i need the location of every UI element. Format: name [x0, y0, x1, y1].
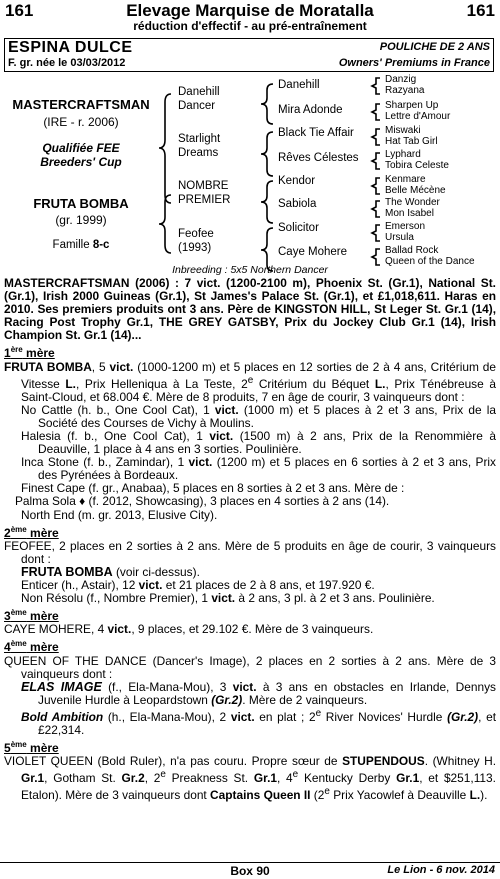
g3-item: Caye Mohere	[278, 246, 348, 258]
produce-entry: Finest Cape (f. gr., Anabaa), 5 places en 8 sorties à 2 et 3 ans. Mère de :	[21, 481, 405, 496]
group-mark: Gr.1	[21, 771, 45, 786]
group-mark: Gr.2	[121, 771, 145, 786]
listed-mark: L.	[374, 376, 386, 391]
produce-name: Captains Queen II	[210, 788, 311, 803]
g4-pair	[385, 197, 440, 219]
produce-name: Bold Ambition	[21, 709, 104, 724]
relative-name: STUPENDOUS	[342, 754, 425, 769]
section-sup: ème	[10, 608, 27, 618]
text: , 9 places, et 29.102 €. Mère de 3 vainqueurs.	[131, 622, 374, 637]
text: No Cattle (h. b., One Cool Cat), 1	[21, 402, 215, 417]
section-heading-1	[4, 343, 496, 360]
text: . (Whitney H.	[424, 754, 496, 769]
group-mark: Gr.1	[253, 771, 277, 786]
g3-item: Sabiola	[278, 198, 317, 210]
page-title: Elevage Marquise de Moratalla	[126, 1, 374, 20]
text: (h., Ela-Mana-Mou), 2	[103, 709, 231, 724]
g4-line: Miswaki	[385, 125, 421, 136]
text: , Prix Ténébreuse à Saint-Cloud, et 68.004 €. Mère de 8 produits, 7 en âge de courir, 3 vainqueurs dont :	[21, 376, 496, 404]
g4-pair	[385, 100, 450, 122]
sire-note-1: Qualifiée FEE	[42, 141, 120, 155]
vict: vict.	[209, 429, 234, 443]
g4-line: Queen of the Dance	[385, 256, 475, 267]
section-sup: ème	[10, 639, 27, 649]
section-label: mère	[26, 525, 59, 540]
pedigree-table	[0, 72, 500, 277]
g4-line: Danzig	[385, 74, 417, 85]
sup: e	[160, 769, 166, 781]
section-num: 1	[4, 346, 11, 361]
section-heading-5	[4, 738, 496, 755]
produce-entry	[4, 430, 496, 456]
text: en plat ; 2	[254, 709, 316, 724]
g3-item: Solicitor	[278, 222, 319, 234]
g2-dam-sire	[178, 179, 230, 207]
g2-sire-dam	[178, 132, 220, 160]
family-label: Famille	[52, 239, 90, 251]
vict: vict.	[109, 359, 134, 374]
g4-line: Kenmare	[385, 174, 426, 185]
text: , 5	[91, 359, 110, 374]
section-heading-4	[4, 637, 496, 654]
g4-line: Sharpen Up	[385, 100, 439, 111]
g3-item: Black Tie Affair	[278, 127, 354, 139]
dam-1-name: FRUTA BOMBA	[4, 359, 92, 374]
text: , 4	[277, 771, 293, 786]
page-number-right: 161	[466, 1, 495, 20]
text: Inca Stone (f. b., Zamindar), 1	[21, 455, 189, 470]
dam-1-entry	[4, 361, 496, 404]
sire-detail: (IRE - r. 2006)	[43, 115, 119, 129]
dam-2-entry: FEOFEE, 2 places en 2 sorties à 2 ans. Mère de 5 produits en âge de courir, 3 vainqueurs dont :	[4, 538, 496, 566]
g2-line: Danehill	[178, 86, 220, 98]
text: (1500 m) à 2 ans, Prix de la Renommière à Deauville, 1 place à 4 ans en 3 sorties. Poulinière.	[38, 429, 496, 457]
text: , Prix Helleniqua à La Teste, 2	[76, 376, 248, 391]
produce-entry	[4, 707, 496, 737]
g2-line: NOMBRE	[178, 180, 229, 192]
horse-sex-age: POULICHE DE 2 ANS	[379, 41, 490, 53]
box-number: Box 90	[230, 864, 270, 878]
text: Non Résolu (f., Nombre Premier), 1	[21, 591, 212, 606]
page-subtitle: réduction d'effectif - au pré-entraînement	[133, 19, 367, 33]
page-footer	[0, 862, 500, 879]
dam-3-entry	[4, 623, 496, 636]
text: (1000 m) et 5 places à 2 et 3 ans, Prix de la Société des Courses de Vichy à Moulins.	[38, 402, 496, 430]
produce-entry	[4, 404, 496, 430]
section-label: mère	[26, 609, 59, 624]
listed-mark: L.	[469, 788, 481, 803]
g2-line: Dreams	[178, 147, 219, 159]
section-label: mère	[26, 741, 59, 756]
g2-line: Starlight	[178, 133, 221, 145]
produce-entry	[4, 592, 496, 605]
group-mark: (Gr.2)	[211, 692, 243, 707]
dam-detail: (gr. 1999)	[55, 213, 107, 227]
page-header	[0, 0, 500, 36]
publication-date: Le Lion - 6 nov. 2014	[387, 864, 495, 876]
produce-entry: North End (m. gr. 2013, Elusive City).	[21, 507, 218, 522]
produce-name: ELAS IMAGE	[21, 679, 102, 694]
g2-line: Dancer	[178, 100, 216, 112]
text: Halesia (f. b., One Cool Cat), 1	[21, 429, 210, 443]
horse-name: ESPINA DULCE	[8, 39, 133, 56]
text: VIOLET QUEEN (Bold Ruler), n'a pas couru. Propre sœur de	[4, 754, 343, 769]
section-heading-3	[4, 606, 496, 623]
text: à 2 ans, 3 pl. à 2 et 3 ans. Poulinière.	[235, 591, 435, 606]
page-number-left: 161	[5, 1, 34, 20]
text: (f., Ela-Mana-Mou), 3	[101, 679, 233, 694]
inbreeding-note: Inbreeding : 5x5 Northern Dancer	[172, 264, 328, 276]
g2-sire-sire	[178, 85, 220, 113]
g4-pair	[385, 74, 424, 96]
g4-line: Tobira Celeste	[385, 160, 449, 171]
family-number: 8-c	[92, 239, 110, 251]
dam-name: FRUTA BOMBA	[33, 196, 129, 211]
g4-line: Ballad Rock	[385, 245, 439, 256]
text: (1000-1200 m) et 5 places en 12 sorties de 2 à 4 ans, Critérium de Vitesse	[21, 359, 496, 391]
g4-line: Lyphard	[385, 149, 421, 160]
text: (voir ci-dessus).	[112, 564, 200, 579]
dam-5-entry	[4, 755, 496, 802]
group-mark: Gr.1	[396, 771, 420, 786]
section-sup: ère	[10, 345, 23, 355]
text: , et £22,314.	[38, 709, 497, 737]
g2-dam-dam	[178, 227, 214, 255]
vict: vict.	[138, 578, 163, 593]
text: à 3 ans en obstacles en Irlande, Dennys Juvenile Hurdle à Leopardstown	[38, 679, 496, 707]
text: Critérium du Béquet	[253, 376, 375, 391]
text: et 21 places de 2 à 8 ans, et 197.920 €.	[162, 578, 375, 593]
g4-pair	[385, 125, 438, 147]
text: Preakness St.	[165, 771, 254, 786]
g2-line: Feofee	[178, 228, 214, 240]
g3-item: Mira Adonde	[278, 104, 343, 116]
sup: e	[324, 786, 330, 798]
sup: e	[292, 769, 299, 781]
produce-entry	[4, 681, 496, 707]
text: Kentucky Derby	[298, 771, 397, 786]
g4-pair	[385, 174, 446, 196]
text: (1200 m) et 5 places en 6 sorties à 2 et 3 ans, Prix des Pyrénées à Bordeaux.	[38, 455, 496, 483]
horse-box	[4, 38, 494, 72]
text: River Novices' Hurdle	[321, 709, 448, 724]
text: (2	[310, 788, 325, 803]
g3-item: Kendor	[278, 175, 316, 187]
g3-item: Danehill	[278, 79, 320, 91]
family	[6, 239, 156, 251]
vict: vict.	[214, 402, 239, 417]
listed-mark: L.	[65, 376, 76, 391]
group-mark: (Gr.2)	[447, 709, 479, 724]
vict: vict.	[232, 679, 257, 694]
vict: vict.	[188, 455, 213, 470]
g2-line: PREMIER	[178, 194, 231, 206]
text: , 2	[144, 771, 161, 786]
text: Prix Yacowlef à Deauville	[329, 788, 470, 803]
text: ).	[480, 788, 488, 803]
g4-line: Ursula	[385, 232, 414, 243]
g4-line: The Wonder	[385, 197, 440, 208]
g4-pair	[385, 149, 449, 171]
produce-name: FRUTA BOMBA	[21, 564, 113, 579]
g4-line: Emerson	[385, 221, 426, 232]
section-sup: ème	[10, 524, 27, 534]
horse-birth: F. gr. née le 03/03/2012	[8, 57, 126, 69]
g4-line: Belle Mécène	[385, 185, 446, 196]
vict: vict.	[211, 591, 236, 606]
section-num: 5	[4, 741, 11, 756]
sup: e	[315, 707, 322, 719]
g4-pair	[385, 221, 425, 243]
section-num: 2	[4, 525, 11, 540]
g3-item: Rêves Célestes	[278, 152, 359, 164]
text: . Mère de 2 vainqueurs.	[242, 692, 368, 707]
section-label: mère	[26, 640, 59, 655]
vict: vict.	[107, 622, 132, 637]
owners-premiums: Owners' Premiums in France	[338, 57, 490, 69]
vict: vict.	[230, 709, 255, 724]
text: , Gotham St.	[44, 771, 122, 786]
section-num: 3	[4, 609, 11, 624]
sire-summary: MASTERCRAFTSMAN (2006) : 7 vict. (1200-2100 m), Phoenix St. (Gr.1), National St. (Gr.1), Irish 2000 Guineas (Gr.1), St James's Palace St. (Gr.1), et £1,018,611. Haras en 2010. Ses premiers produits ont 3 ans. Père de KINGSTON HILL, St Leger St. Gr.1 (14), Racing Post Trophy Gr.1, THE GREY GATSBY, Prix du Jockey Club Gr.1 (14), Irish Champion St. Gr.1 (14)...	[4, 276, 496, 343]
text: , et $251,113. Etalon). Mère de 3 vainqueurs dont	[21, 771, 496, 803]
dam-4-entry: QUEEN OF THE DANCE (Dancer's Image), 2 places en 2 sorties à 2 ans. Mère de 3 vainqueurs dont :	[4, 653, 496, 681]
sup: e	[247, 374, 254, 386]
g4-line: Mon Isabel	[385, 208, 434, 219]
g4-line: Lettre d'Amour	[385, 111, 451, 122]
section-heading-2	[4, 523, 496, 540]
g4-line: Razyana	[385, 85, 425, 96]
sire-name: MASTERCRAFTSMAN	[12, 97, 150, 112]
g2-line: (1993)	[178, 242, 212, 254]
produce-entry	[4, 456, 496, 482]
g4-line: Hat Tab Girl	[385, 136, 438, 147]
section-sup: ème	[10, 740, 27, 750]
catalogue-text	[4, 277, 496, 802]
section-num: 4	[4, 640, 11, 655]
text: CAYE MOHERE, 4	[4, 622, 108, 637]
text: Enticer (h., Astair), 12	[21, 578, 139, 593]
grand-produce-entry: Palma Sola ♦ (f. 2012, Showcasing), 3 places en 4 sorties à 2 ans (14).	[15, 494, 390, 509]
section-label: mère	[22, 346, 55, 361]
sire-note-2: Breeders' Cup	[40, 155, 122, 169]
